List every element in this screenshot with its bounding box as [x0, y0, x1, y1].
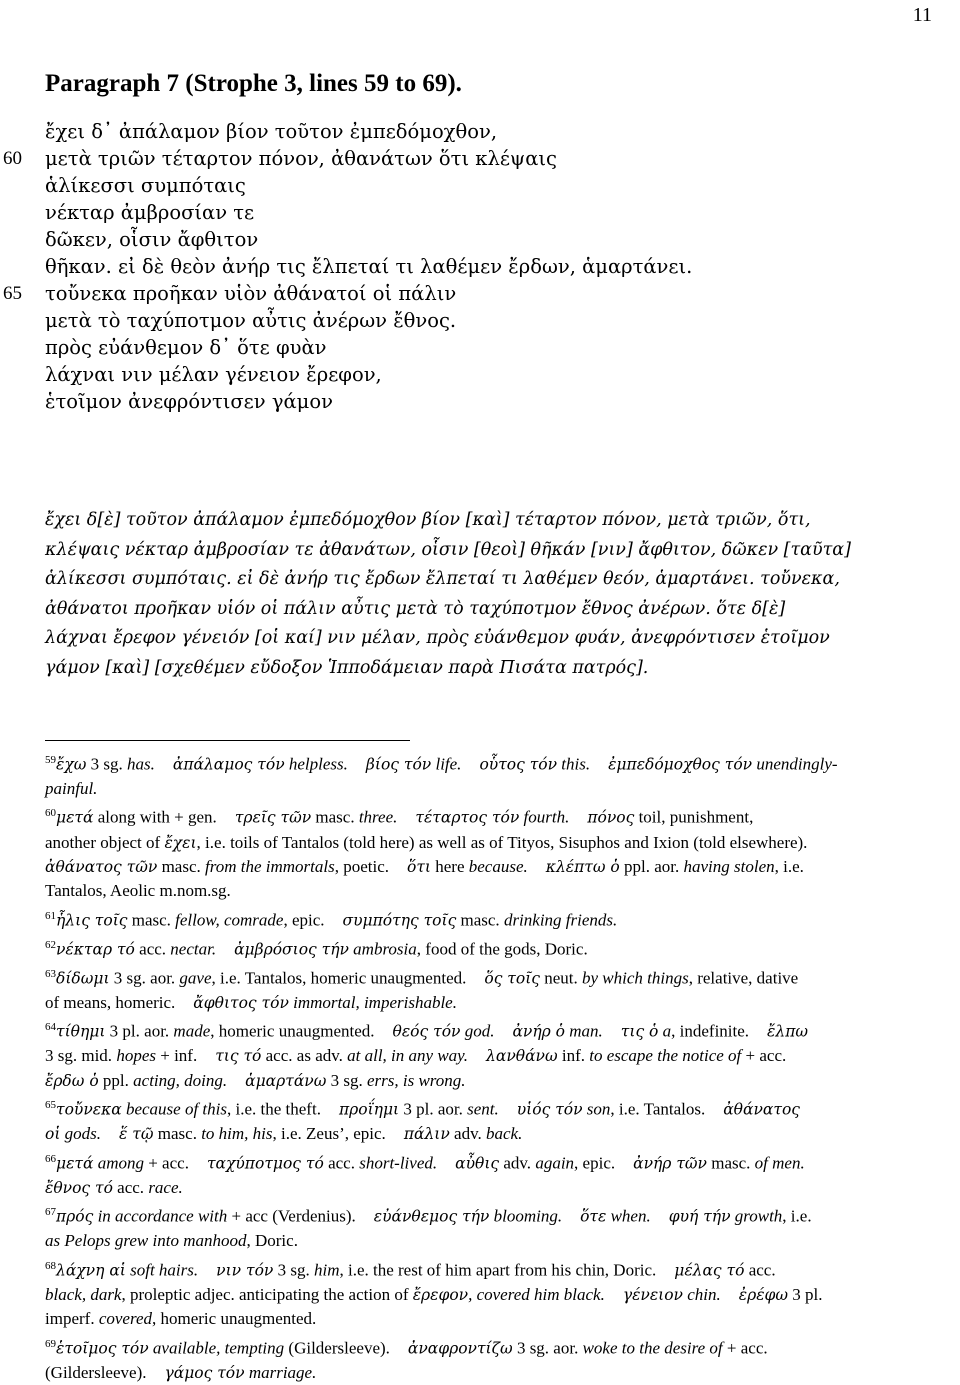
greek-lemma: πάλιν — [403, 1125, 450, 1144]
verse-text: τοὔνεκα προῆκαν υἱὸν ἀθάνατοί οἱ πάλιν — [45, 282, 457, 305]
gloss-text: masc. — [127, 910, 176, 930]
footnote-64 — [45, 1015, 925, 1093]
gloss-meaning: by which things — [582, 968, 689, 988]
footnote-number: 60 — [45, 807, 56, 820]
verse-text: πρὸς εὐάνθεμον δ᾽ ὅτε φυὰν — [45, 336, 327, 359]
gloss-text: masc. — [153, 1124, 202, 1144]
gloss-text: 3 pl. aor. — [399, 1099, 468, 1119]
gloss-meaning: gods. — [60, 1124, 102, 1144]
greek-lemma: ταχύποτμος τό — [206, 1154, 324, 1173]
verse-text: θῆκαν. εἰ δὲ θεὸν ἀνήρ τις ἔλπεταί τι λαθέμεν ἔρδων, ἁμαρτάνει. — [45, 255, 693, 278]
gloss-text: ppl. aor. — [619, 856, 684, 876]
greek-lemma: τρεῖς τῶν — [234, 809, 312, 828]
gloss-meaning: from the immortals — [205, 856, 335, 876]
gloss-meaning: in accordance with — [93, 1206, 228, 1226]
gloss-text: acc. — [323, 1153, 360, 1173]
verse-line — [45, 334, 945, 361]
gloss-text: + acc. — [741, 1046, 787, 1066]
gloss-text: toil, punishment, — [634, 808, 754, 828]
verse-text: μετὰ τὸ ταχύποτμον αὖτις ἀνέρων ἔθνος. — [45, 309, 457, 332]
verse-line — [45, 172, 945, 199]
verse-text: μετὰ τριῶν τέταρτον πόνον, ἀθανάτων ὅτι κλέψαις — [45, 147, 557, 170]
greek-lemma: προΐημι — [338, 1100, 400, 1119]
gloss-text: , poetic. — [334, 856, 390, 876]
gloss-text: masc. — [311, 808, 359, 828]
gloss-meaning: made — [173, 1022, 211, 1041]
gloss-meaning: painful. — [45, 779, 98, 799]
gloss-meaning: of men. — [754, 1153, 805, 1173]
footnote-number: 68 — [45, 1259, 56, 1272]
gloss-text: , i.e. the rest of him apart from his chin, Doric. — [339, 1260, 657, 1280]
greek-lemma: οὗτος τόν — [479, 755, 558, 774]
gloss-meaning: back. — [486, 1124, 523, 1144]
gloss-text: along with + gen. — [93, 808, 217, 828]
verse-line — [45, 118, 945, 145]
greek-lemma: εὐάνθεμος τήν — [373, 1207, 490, 1226]
greek-lemma: αὖθις — [455, 1154, 500, 1173]
gloss-text: , homeric unaugmented. — [152, 1309, 317, 1329]
greek-lemma: βίος τόν — [365, 755, 432, 774]
footnote-number: 69 — [45, 1337, 56, 1350]
gloss-text: adv. — [499, 1153, 536, 1173]
gloss-meaning: nectar. — [170, 939, 217, 959]
greek-lemma: ἀνήρ ὁ — [512, 1023, 566, 1041]
greek-lemma: ἀθάνατος — [723, 1100, 800, 1119]
gloss-text: acc. — [134, 939, 171, 959]
prose-line: ἔχει δ[ὲ] τοῦτον ἀπάλαμον ἐμπεδόμοχθον βίον [καὶ] τέταρτον πόνον, μετὰ τριῶν, ὅτι, — [45, 510, 811, 530]
greek-lemma: ἔθνος τό — [45, 1178, 113, 1197]
gloss-meaning: god. — [460, 1022, 495, 1041]
greek-lemma: ἐμπεδόμοχθος τόν — [608, 755, 753, 774]
greek-lemma: ἀθάνατος τῶν — [45, 857, 158, 876]
greek-lemma: ἔρεφον — [412, 1285, 469, 1304]
footnote-69 — [45, 1332, 925, 1385]
footnote-number: 64 — [45, 1021, 56, 1034]
gloss-text: , homeric unaugmented. — [210, 1022, 375, 1041]
gloss-text: , relative, dative — [688, 968, 799, 988]
gloss-meaning: because. — [468, 856, 528, 876]
gloss-text: + acc. — [722, 1338, 768, 1358]
gloss-text: acc. as adv. — [261, 1046, 348, 1066]
footnote-number: 59 — [45, 754, 56, 766]
verse-line — [45, 361, 945, 388]
gloss-meaning: chin. — [682, 1284, 721, 1304]
gloss-meaning: marriage. — [244, 1362, 317, 1382]
gloss-meaning: sent. — [467, 1099, 499, 1119]
gloss-meaning: to escape the notice of — [589, 1046, 742, 1066]
greek-lemma: λανθάνω — [486, 1047, 558, 1066]
footnote-61 — [45, 904, 925, 933]
gloss-text: 3 pl. aor. — [105, 1022, 174, 1041]
verse-line — [3, 145, 945, 172]
gloss-meaning: again — [535, 1153, 575, 1173]
greek-lemma: πόνος — [587, 809, 635, 828]
gloss-text: 3 sg. aor. — [109, 968, 180, 988]
gloss-meaning: because of this — [121, 1099, 227, 1119]
gloss-meaning: soft hairs. — [125, 1260, 199, 1280]
greek-lemma: ἀναφροντίζω — [407, 1339, 513, 1358]
footnote-67 — [45, 1200, 925, 1253]
gloss-meaning: him — [313, 1260, 340, 1280]
gloss-meaning: this. — [557, 754, 591, 774]
gloss-text: , i.e. — [774, 856, 804, 876]
gloss-meaning: black, dark — [45, 1284, 122, 1304]
prose-line: κλέψαις νέκταρ ἀμβροσίαν τε ἀθανάτων, οἷσιν [θεοὶ] θῆκάν [νιν] ἄφθιτον, δῶκεν [ταῦτα] — [45, 539, 851, 560]
gloss-meaning: as Pelops grew into manhood — [45, 1231, 247, 1251]
gloss-meaning: helpless. — [284, 754, 348, 774]
footnote-number: 65 — [45, 1099, 56, 1112]
footnote-66 — [45, 1147, 925, 1200]
greek-lemma: ἐρέφω — [738, 1285, 789, 1304]
gloss-text: (Gildersleeve). — [284, 1338, 390, 1358]
footnote-60 — [45, 801, 925, 903]
gloss-text: imperf. — [45, 1309, 99, 1329]
gloss-meaning: having stolen — [683, 856, 775, 876]
greek-lemma: ὅτε — [580, 1207, 607, 1226]
greek-lemma: νιν τόν — [216, 1261, 274, 1280]
gloss-text: + inf. — [155, 1046, 198, 1066]
greek-lemma: ἕ τῷ — [119, 1125, 154, 1144]
verse-line — [3, 280, 945, 307]
gloss-meaning: a — [658, 1022, 672, 1041]
verse-text: λάχναι νιν μέλαν γένειον ἔρεφον, — [45, 363, 382, 386]
greek-lemma: τέταρτος τόν — [415, 809, 520, 828]
greek-lemma: ὅτι — [407, 857, 431, 876]
greek-lemma: τις ὁ — [620, 1023, 659, 1041]
footnote-number: 62 — [45, 938, 56, 951]
greek-lemma: ἀπάλαμος τόν — [172, 755, 285, 774]
gloss-meaning: at all, in any way. — [347, 1046, 469, 1066]
gloss-meaning: errs, is wrong. — [366, 1070, 466, 1090]
verse-line — [45, 226, 945, 253]
verse-text: ἔχει δ᾽ ἀπάλαμον βίον τοῦτον ἐμπεδόμοχθον, — [45, 120, 498, 143]
footnote-59 — [45, 748, 925, 801]
verse-text: ἁλίκεσσι συμπόταις — [45, 174, 246, 197]
gloss-meaning: ambrosia — [348, 939, 417, 959]
greek-lemma: μετά — [56, 1154, 94, 1173]
gloss-meaning: short-lived. — [359, 1153, 438, 1173]
page-number: 11 — [912, 4, 932, 26]
greek-lemma: ἧλις τοῖς — [56, 911, 128, 930]
gloss-text: another object of — [45, 832, 165, 852]
gloss-meaning: woke to the desire of — [582, 1338, 723, 1358]
footnotes — [45, 748, 925, 1385]
gloss-text: , epic. — [574, 1153, 616, 1173]
gloss-meaning: covered — [98, 1309, 152, 1329]
gloss-text: neut. — [539, 968, 582, 988]
greek-lemma: νέκταρ τό — [56, 940, 135, 959]
gloss-text: , i.e. Tantalos. — [610, 1099, 706, 1119]
greek-lemma: ἁμαρτάνω — [245, 1071, 327, 1090]
gloss-meaning: immortal, imperishable. — [288, 992, 457, 1012]
greek-lemma: δίδωμι — [56, 969, 110, 988]
gloss-text: 3 sg. mid. — [45, 1046, 117, 1066]
footnote-62 — [45, 933, 925, 962]
greek-lemma: θεός τόν — [392, 1023, 461, 1041]
gloss-text: , Doric. — [246, 1231, 298, 1251]
gloss-text: masc. — [157, 856, 205, 876]
greek-lemma: ἀνήρ τῶν — [633, 1154, 707, 1173]
gloss-meaning: when. — [606, 1206, 651, 1226]
gloss-text: , indefinite. — [671, 1022, 750, 1041]
gloss-meaning: , covered him black. — [468, 1284, 605, 1304]
gloss-text: , epic. — [283, 910, 325, 930]
verse-line — [45, 199, 945, 226]
greek-lemma: ἔχει — [164, 833, 197, 852]
gloss-meaning: son — [582, 1099, 611, 1119]
gloss-text: , i.e. — [782, 1206, 812, 1226]
gloss-text: , i.e. Zeus’, epic. — [272, 1124, 386, 1144]
prose-word-order-block — [45, 506, 925, 683]
greek-lemma: φυή τήν — [668, 1207, 731, 1226]
gloss-meaning: drinking friends. — [503, 910, 618, 930]
footnote-rule — [45, 740, 410, 741]
gloss-text: 3 sg. — [326, 1070, 367, 1090]
verse-line — [45, 388, 945, 415]
line-number: 65 — [3, 283, 22, 304]
gloss-text: + acc. — [143, 1153, 189, 1173]
gloss-text: , i.e. the theft. — [227, 1099, 321, 1119]
footnote-63 — [45, 962, 925, 1015]
greek-lemma: τις τό — [215, 1047, 262, 1066]
gloss-meaning: man. — [565, 1022, 603, 1041]
prose-line: ἁλίκεσσι συμπόταις. εἰ δὲ ἀνήρ τις ἔρδων ἔλπεταί τι λαθέμεν θεόν, ἁμαρτάνει. τοὔνεκα, — [45, 569, 840, 589]
greek-verse-block — [3, 118, 945, 415]
greek-lemma: πρός — [56, 1207, 94, 1226]
footnote-number: 61 — [45, 909, 56, 922]
greek-lemma: λάχνη αἱ — [56, 1261, 126, 1280]
greek-lemma: συμπότης τοῖς — [342, 911, 457, 930]
greek-lemma: μέλας τό — [674, 1261, 745, 1280]
prose-line: λάχναι ἔρεφον γένειόν [οἱ καί] νιν μέλαν, πρὸς εὐάνθεμον φυάν, ἀνεφρόντισεν ἑτοῖμον — [45, 628, 830, 648]
footnote-number: 63 — [45, 967, 56, 980]
greek-lemma: τίθημι — [56, 1023, 106, 1041]
verse-text: ἑτοῖμον ἀνεφρόντισεν γάμον — [45, 390, 333, 413]
gloss-text: adv. — [449, 1124, 486, 1144]
verse-line — [45, 253, 945, 280]
gloss-text: acc. — [744, 1260, 776, 1280]
verse-line — [45, 307, 945, 334]
greek-lemma: ὅς τοῖς — [484, 969, 540, 988]
prose-line: γάμον [καὶ] [σχεθέμεν εὔδοξον Ἱπποδάμειαν παρὰ Πισάτα πατρός]. — [45, 657, 649, 678]
paragraph-heading: Paragraph 7 (Strophe 3, lines 59 to 69). — [45, 70, 462, 97]
gloss-meaning: acting, doing. — [133, 1070, 228, 1090]
greek-lemma: ἄφθιτος τόν — [193, 993, 289, 1012]
gloss-meaning: blooming. — [489, 1206, 563, 1226]
prose-line: ἀθάνατοι προῆκαν υἱόν οἱ πάλιν αὖτις μετὰ τὸ ταχύποτμον ἔθνος ἀνέρων. ὅτε δ[ὲ] — [45, 598, 786, 619]
greek-lemma: γάμος τόν — [164, 1363, 245, 1382]
gloss-text: , i.e. toils of Tantalos (told here) as well as of Tityos, Sisuphos and Ixion (told elsewhere). — [196, 832, 808, 852]
gloss-meaning: among — [93, 1153, 144, 1173]
gloss-text: of means, homeric. — [45, 992, 176, 1012]
greek-lemma: ἔχω — [56, 755, 87, 774]
footnote-number: 67 — [45, 1206, 56, 1219]
gloss-text: masc. — [456, 910, 504, 930]
footnote-68 — [45, 1254, 925, 1332]
gloss-text: 3 sg. — [86, 754, 127, 774]
verse-text: δῶκεν, οἷσιν ἄφθιτον — [45, 228, 259, 251]
verse-text: νέκταρ ἀμβροσίαν τε — [45, 201, 255, 224]
gloss-text: , proleptic adjec. anticipating the action of — [121, 1284, 413, 1304]
gloss-text: 3 sg. — [273, 1260, 314, 1280]
gloss-text: + acc (Verdenius). — [227, 1206, 356, 1226]
footnote-number: 66 — [45, 1152, 56, 1165]
gloss-text: inf. — [557, 1046, 590, 1066]
gloss-meaning: fourth. — [519, 808, 570, 828]
gloss-meaning: unendingly- — [752, 754, 838, 774]
gloss-text: masc. — [706, 1153, 755, 1173]
gloss-meaning: life. — [431, 754, 462, 774]
gloss-text: (Gildersleeve). — [45, 1362, 147, 1382]
gloss-meaning: gave — [179, 968, 212, 988]
gloss-meaning: three. — [358, 808, 398, 828]
greek-lemma: ἀμβρόσιος τήν — [234, 940, 349, 959]
gloss-meaning: to him, his — [201, 1124, 273, 1144]
gloss-meaning: race. — [148, 1177, 183, 1197]
gloss-text: , i.e. Tantalos, homeric unaugmented. — [211, 968, 467, 988]
greek-lemma: κλέπτω ὁ — [545, 857, 620, 876]
gloss-text: , food of the gods, Doric. — [416, 939, 588, 959]
greek-lemma: τοὔνεκα — [56, 1100, 122, 1119]
gloss-meaning: has. — [126, 754, 155, 774]
gloss-text: 3 sg. aor. — [512, 1338, 583, 1358]
greek-lemma: υἱός τόν — [516, 1100, 583, 1119]
gloss-text: acc. — [112, 1177, 149, 1197]
gloss-text: 3 pl. — [788, 1284, 823, 1304]
gloss-meaning: growth — [730, 1206, 783, 1226]
gloss-text: Tantalos, Aeolic m.nom.sg. — [45, 881, 231, 901]
greek-lemma: οἱ — [45, 1125, 61, 1144]
gloss-text: ppl. — [98, 1070, 134, 1090]
gloss-meaning: fellow, comrade — [175, 910, 284, 930]
footnote-65 — [45, 1093, 925, 1146]
greek-lemma: ἑτοῖμος τόν — [56, 1339, 149, 1358]
gloss-text: here — [431, 856, 469, 876]
gloss-meaning: hopes — [116, 1046, 156, 1066]
line-number: 60 — [3, 148, 22, 169]
greek-lemma: ἔλπω — [767, 1023, 809, 1041]
gloss-meaning: available, tempting — [148, 1338, 285, 1358]
greek-lemma: ἔρδω ὁ — [45, 1071, 99, 1090]
greek-lemma: μετά — [56, 809, 94, 828]
greek-lemma: γένειον — [622, 1285, 683, 1304]
